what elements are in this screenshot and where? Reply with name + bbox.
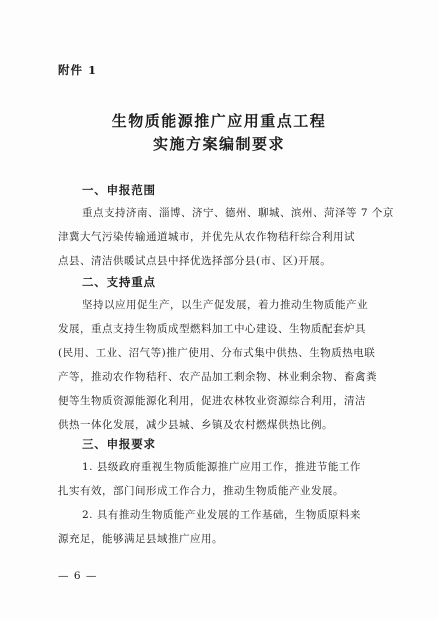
paragraph-line: 产等，推动农作物秸秆、农产品加工剩余物、林业剩余物、畜禽粪 (58, 371, 377, 383)
document-title-line-2: 实施方案编制要求 (152, 135, 285, 153)
paragraph-line: 重点支持济南、淄博、济宁、德州、聊城、滨州、菏泽等 7 个京 (82, 207, 394, 219)
page-number: — 6 — (58, 570, 98, 582)
section-heading-scope: 一、申报范围 (82, 183, 156, 197)
paragraph-line: 1. 县级政府重视生物质能源推广应用工作，推进节能工作 (82, 461, 361, 473)
paragraph-line: (民用、工业、沼气等)推广使用、分布式集中供热、生物质热电联 (58, 347, 376, 359)
attachment-label: 附件 1 (58, 63, 98, 77)
paragraph-line: 便等生物质资源能源化利用，促进农林牧业资源综合利用，清洁 (58, 395, 366, 407)
paragraph-line: 源充足，能够满足县域推广应用。 (58, 533, 223, 545)
paragraph-line: 津冀大气污染传输通道城市，并优先从农作物秸秆综合利用试 (58, 231, 355, 243)
section-heading-requirements: 三、申报要求 (82, 437, 156, 451)
paragraph-line: 供热一体化发展，减少县城、乡镇及农村燃煤供热比例。 (58, 419, 333, 431)
section-heading-focus: 二、支持重点 (82, 275, 156, 289)
paragraph-line: 发展，重点支持生物质成型燃料加工中心建设、生物质配套炉具 (58, 323, 366, 335)
paragraph-line: 坚持以应用促生产，以生产促发展，着力推动生物质能产业 (82, 299, 368, 311)
paragraph-line: 2. 具有推动生物质能产业发展的工作基础，生物质原料来 (82, 509, 361, 521)
paragraph-line: 点县、清洁供暖试点县中择优选择部分县(市、区)开展。 (58, 255, 332, 267)
paragraph-line: 扎实有效，部门间形成工作合力，推动生物质能产业发展。 (58, 485, 344, 497)
document-title-line-1: 生物质能源推广应用重点工程 (111, 112, 327, 130)
